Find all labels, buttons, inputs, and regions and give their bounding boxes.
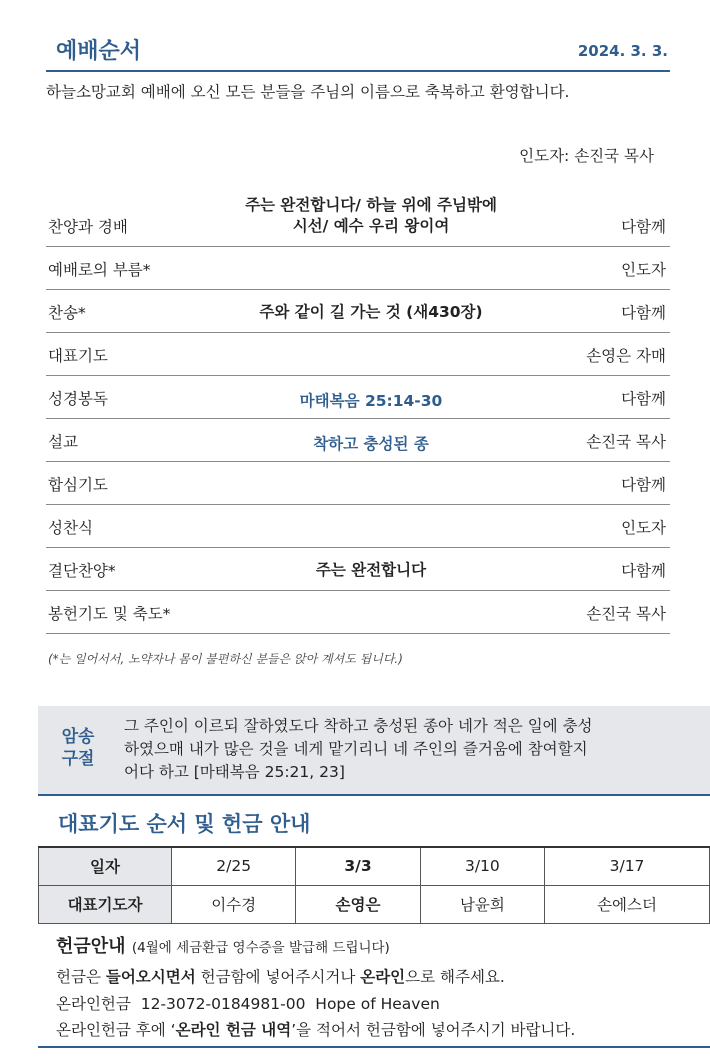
order-item-title: 마태복음 25:14-30	[299, 392, 443, 410]
order-item-title-line: 시선/ 예수 우리 왕이여	[292, 217, 450, 235]
page-title: 예배순서	[56, 39, 142, 64]
section-title-prayer-offering: 대표기도 순서 및 헌금 안내	[58, 812, 311, 836]
offering-title	[56, 932, 390, 958]
text-span: 으로 해주세요.	[405, 968, 505, 986]
memory-verse-box	[38, 706, 710, 796]
order-item-who: 다함께	[621, 562, 666, 580]
memory-label-line: 구절	[61, 749, 95, 769]
offering-info	[38, 924, 710, 1048]
rota-prayer-label: 대표기도자	[39, 885, 172, 923]
order-item-title: 주와 같이 길 가는 것 (새430장)	[259, 303, 483, 321]
text-span: 헌금함에 넣어주시거나	[195, 968, 361, 986]
rota-prayer: 남윤희	[420, 885, 544, 923]
order-item-who: 인도자	[621, 519, 666, 537]
offering-line-1	[56, 965, 505, 987]
offering-line-3	[56, 1018, 575, 1040]
rota-prayer: 손에스더	[545, 885, 710, 923]
offering-line-2	[56, 992, 440, 1014]
rota-date: 3/17	[545, 847, 710, 885]
rota-date: 3/10	[420, 847, 544, 885]
order-item-name: 예배로의 부름*	[48, 261, 151, 279]
order-row	[46, 290, 670, 333]
order-item-name: 대표기도	[48, 347, 108, 365]
standing-note: (*는 일어서서, 노약자나 몸이 불편하신 분들은 앉아 계셔도 됩니다.)	[48, 652, 403, 666]
order-row	[46, 548, 670, 591]
memory-label-line: 암송	[61, 727, 95, 747]
rota-prayer-current: 손영은	[296, 885, 420, 923]
order-item-name: 결단찬양*	[48, 562, 116, 580]
order-row	[46, 333, 670, 376]
bank-account: 12-3072-0184981-00 Hope of Heaven	[140, 995, 440, 1013]
offering-subtitle: (4월에 세금환급 영수증을 발급해 드립니다)	[131, 940, 390, 956]
memory-verse-line: 그 주인이 이르되 잘하였도다 착하고 충성된 종아 네가 적은 일에 충성	[124, 717, 593, 735]
order-row	[46, 462, 670, 505]
order-item-title: 착하고 충성된 종	[313, 435, 429, 453]
prayer-rota-table	[38, 846, 710, 924]
order-item-who: 손영은 자매	[586, 347, 666, 365]
order-item-name: 봉헌기도 및 축도*	[48, 605, 171, 623]
order-item-name: 설교	[48, 433, 78, 451]
welcome-message: 하늘소망교회 예배에 오신 모든 분들을 주님의 이름으로 축복하고 환영합니다.	[46, 83, 570, 101]
online-offering-label: 온라인헌금	[56, 995, 141, 1013]
order-item-who: 다함께	[621, 390, 666, 408]
service-leader: 인도자: 손진국 목사	[519, 147, 654, 165]
rota-date-current: 3/3	[296, 847, 420, 885]
order-item-name: 찬송*	[48, 304, 86, 322]
order-row	[46, 591, 670, 634]
emphasis: 온라인 헌금 내역	[175, 1021, 292, 1039]
order-row	[46, 505, 670, 548]
order-item-who: 다함께	[621, 476, 666, 494]
memory-verse-text	[124, 715, 694, 784]
text-span: 온라인헌금 후에 ‘	[56, 1021, 176, 1039]
rota-prayer-row	[39, 885, 710, 923]
emphasis: 온라인	[360, 968, 406, 986]
order-row	[46, 194, 670, 247]
order-item-name: 성경봉독	[48, 390, 108, 408]
text-span: ’을 적어서 헌금함에 넣어주시기 바랍니다.	[291, 1021, 576, 1039]
emphasis: 들어오시면서	[105, 968, 196, 986]
text-span: 헌금은	[56, 968, 106, 986]
offering-title-text: 헌금안내	[56, 936, 126, 957]
order-item-name: 합심기도	[48, 476, 108, 494]
rota-date-row	[39, 847, 710, 885]
order-row	[46, 376, 670, 419]
order-item-who: 인도자	[621, 261, 666, 279]
order-item-name: 성찬식	[48, 519, 93, 537]
order-item-title	[221, 195, 521, 237]
rota-date: 2/25	[172, 847, 296, 885]
order-of-service	[46, 194, 670, 634]
header	[46, 30, 670, 72]
order-item-title-line: 주는 완전합니다/ 하늘 위에 주님밖에	[245, 196, 497, 214]
service-date: 2024. 3. 3.	[577, 42, 668, 60]
order-item-name: 찬양과 경배	[48, 218, 128, 236]
memory-verse-label	[56, 726, 100, 770]
memory-verse-line: 어다 하고 [마태복음 25:21, 23]	[124, 763, 345, 781]
order-item-who: 다함께	[621, 218, 666, 236]
rota-prayer: 이수경	[172, 885, 296, 923]
order-item-who: 다함께	[621, 304, 666, 322]
order-item-title: 주는 완전합니다	[315, 561, 427, 579]
order-item-who: 손진국 목사	[586, 433, 666, 451]
order-row	[46, 419, 670, 462]
memory-verse-line: 하였으매 내가 많은 것을 네게 맡기리니 네 주인의 즐거움에 참여할지	[124, 740, 588, 758]
order-row	[46, 247, 670, 290]
rota-date-label: 일자	[39, 847, 172, 885]
order-item-who: 손진국 목사	[586, 605, 666, 623]
